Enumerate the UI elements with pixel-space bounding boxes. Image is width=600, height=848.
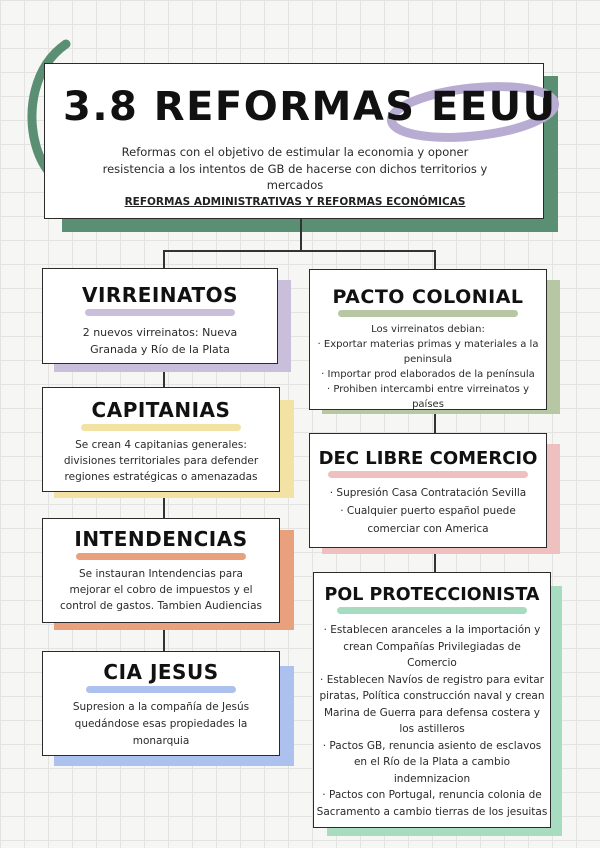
card-line: · Importar prod elaborados de la península	[321, 369, 535, 380]
connector-main-vertical	[300, 219, 302, 251]
card-line: Se instauran Intendencias para	[78, 568, 243, 580]
virreinatos-card	[42, 268, 278, 364]
header-description-line: Reformas con el objetivo de estimular la economia y oponer	[121, 145, 469, 159]
card-line: comerciar con America	[367, 523, 489, 535]
header-subheading: REFORMAS ADMINISTRATIVAS Y REFORMAS ECONÓMICAS	[124, 196, 466, 208]
card-line: piratas, Política construcción naval y crean	[319, 690, 545, 702]
capitanias-card	[42, 387, 280, 492]
card-line: control de gastos. Tambien Audiencias	[60, 600, 262, 612]
brush-underline-icon	[337, 607, 527, 614]
brush-underline-icon	[76, 553, 246, 560]
connector-right-drop	[434, 250, 436, 270]
card-line: · Establecen Navíos de registro para evitar	[320, 673, 544, 686]
cia-jesus-card	[42, 651, 280, 756]
card-line: Los virreinatos debian:	[371, 324, 485, 335]
header-description-line: mercados	[266, 178, 324, 192]
card-body	[43, 324, 277, 358]
card-line: Marina de Guerra para defensa costera y	[323, 706, 540, 719]
pacto-colonial-card	[309, 269, 547, 410]
card-title: INTENDENCIAS	[74, 527, 248, 551]
card-line: · Cualquier puerto español puede	[340, 505, 516, 517]
brush-underline-icon	[85, 309, 235, 316]
brush-underline-icon	[328, 471, 528, 478]
pol-proteccionista-card	[313, 572, 551, 828]
card-line: · Pactos con Portugal, renuncia colonia de	[322, 789, 542, 801]
card-title: PACTO COLONIAL	[332, 286, 524, 308]
card-line: · Supresión Casa Contratación Sevilla	[329, 487, 527, 499]
card-line: monarquia	[132, 735, 190, 747]
card-line: · Prohiben intercambi entre virreinatos y países	[326, 384, 529, 410]
card-title: DEC LIBRE COMERCIO	[318, 448, 538, 469]
card-line: quedándose esas propiedades la	[74, 718, 248, 730]
card-title: VIRREINATOS	[81, 283, 239, 307]
card-line: · Exportar materias primas y materiales a la	[317, 339, 539, 350]
card-body	[43, 699, 279, 750]
card-title: CAPITANIAS	[91, 398, 231, 422]
card-line: Granada y Río de la Plata	[90, 343, 230, 356]
card-line: mejorar el cobro de impuestos y el	[69, 584, 253, 596]
card-line: en el Río de la Plata a cambio	[353, 756, 511, 768]
card-line: Sacramento a cambio tierras de los jesuitas	[316, 805, 548, 818]
brush-underline-icon	[86, 686, 236, 693]
header-description-line: resistencia a los intentos de GB de hacerse con dichos territorios y	[102, 161, 488, 176]
card-line: divisiones territoriales para defender	[63, 455, 259, 467]
brush-underline-icon	[338, 310, 518, 317]
connector-left-drop	[163, 250, 165, 269]
card-line: 2 nuevos virreinatos: Nueva	[82, 326, 238, 339]
card-line: regiones estratégicas o amenazadas	[64, 471, 258, 483]
card-line: indemnizacion	[393, 772, 471, 785]
header-description	[45, 144, 545, 194]
card-body	[310, 484, 546, 538]
card-title: CIA JESUS	[103, 660, 219, 684]
card-body	[310, 322, 546, 412]
brush-underline-icon	[81, 424, 241, 431]
card-line: Comercio	[407, 657, 457, 669]
card-line: · Establecen aranceles a la importación y	[323, 624, 541, 636]
card-line: crean Compañías Privilegiadas de	[343, 640, 521, 653]
intendencias-card	[42, 518, 280, 623]
card-body	[314, 622, 550, 820]
card-body	[43, 437, 279, 485]
card-line: los astilleros	[399, 723, 465, 735]
card-line: Supresion a la compañía de Jesús	[72, 701, 250, 713]
card-line: · Pactos GB, renuncia asiento de esclavos	[322, 739, 542, 752]
header-card	[44, 63, 557, 219]
connector-horizontal	[163, 250, 435, 252]
page-title: 3.8 REFORMAS EEUU	[63, 84, 557, 130]
card-title: POL PROTECCIONISTA	[324, 585, 540, 605]
dec-libre-comercio-card	[309, 433, 547, 548]
card-line: Se crean 4 capitanias generales:	[75, 439, 247, 451]
card-body	[43, 566, 279, 614]
card-line: peninsula	[403, 354, 453, 365]
